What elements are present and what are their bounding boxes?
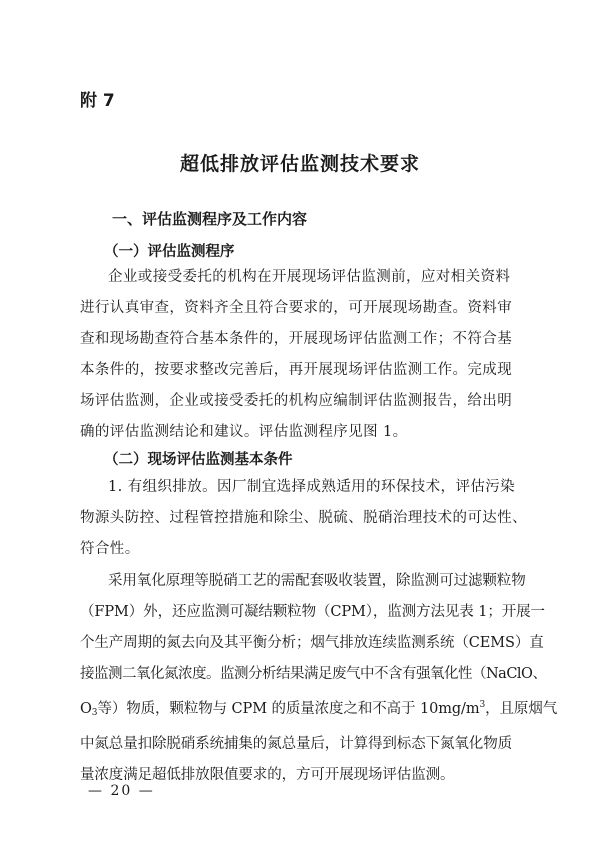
section-heading-1: 一、评估监测程序及工作内容 [112,210,308,228]
text-line: 确的评估监测结论和建议。评估监测程序见图 1。 [80,424,408,440]
paragraph-denitrification [80,566,558,791]
text-line: 物源头防控、过程管控措施和除尘、脱硫、脱硝治理技术的可达性、 [80,510,527,526]
paragraph-organized-emission [80,472,530,565]
text-line: 企业或接受委托的机构在开展现场评估监测前，应对相关资料 [108,269,511,285]
text-line: 接监测二氧化氮浓度。监测分析结果满足废气中不含有强氧化性（NaClO、 [80,666,547,682]
text-line: 查和现场勘查符合基本条件的，开展现场评估监测工作；不符合基 [80,331,513,347]
text-line: 本条件的，按要求整改完善后，再开展现场评估监测工作。完成现 [80,362,513,378]
subsection-heading-2: （二）现场评估监测基本条件 [104,451,293,468]
text-line: 符合性。 [80,541,140,557]
page-number: — 20 — [88,783,155,799]
ozone-symbol: O [80,701,92,717]
cubic-superscript: 3 [479,700,486,710]
text-segment: 等）物质，颗粒物与 CPM 的质量浓度之和不高于 10mg/m [97,701,480,717]
text-line: 1. 有组织排放。因厂制宜选择成熟适用的环保技术，评估污染 [108,479,516,495]
attachment-label: 附 7 [80,91,115,111]
text-line: 个生产周期的氮去向及其平衡分析；烟气排放连续监测系统（CEMS）直 [80,635,544,651]
text-line: 采用氧化原理等脱硝工艺的需配套吸收装置，除监测可过滤颗粒物 [108,573,526,589]
text-line [80,690,558,729]
text-line: 量浓度满足超低排放限值要求的，方可开展现场评估监测。 [80,767,455,783]
text-line: 进行认真审查，资料齐全且符合要求的，可开展现场勘查。资料审 [80,300,513,316]
text-line: 中氮总量扣除脱硝系统捕集的氮总量后，计算得到标态下氮氧化物质 [80,736,512,752]
document-title: 超低排放评估监测技术要求 [179,153,420,175]
subsection-heading-1: （一）评估监测程序 [104,243,235,260]
ozone-subscript: 3 [91,708,98,718]
paragraph-procedure [80,262,530,448]
text-line: 场评估监测，企业或接受委托的机构应编制评估监测报告，给出明 [80,393,513,409]
text-segment: ，且原烟气 [485,701,558,717]
text-line: （FPM）外，还应监测可凝结颗粒物（CPM），监测方法见表 1；开展一 [80,604,545,620]
